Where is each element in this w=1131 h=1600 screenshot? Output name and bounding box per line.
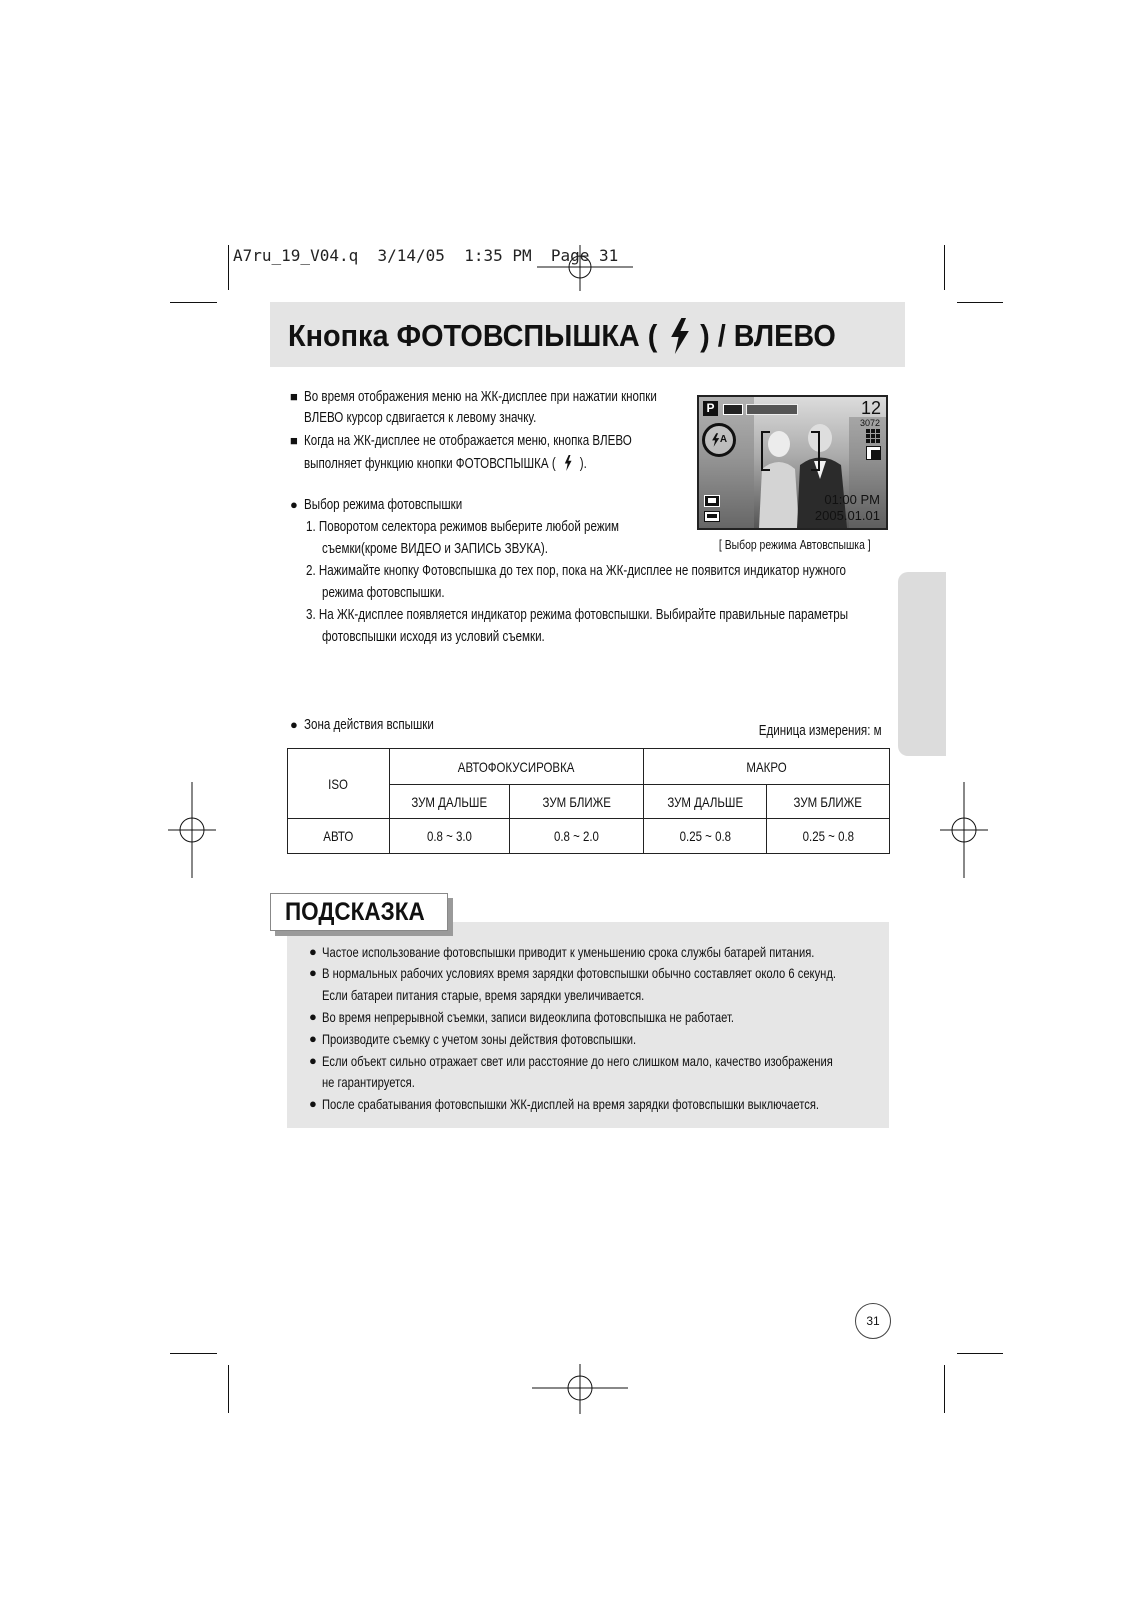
step-text: Нажимайте кнопку Фотовспышка до тех пор, пока на ЖК-дисплее не появится индикатор нужного — [318, 563, 847, 579]
square-bullet-icon: ■ — [290, 433, 298, 448]
focus-bracket-left — [761, 431, 770, 471]
autofocus-header: АВТОФОКУСИРОВКА — [458, 758, 575, 775]
step-text: На ЖК-дисплее появляется индикатор режима фотовспышки. Выбирайте правильные параметры — [318, 607, 849, 623]
table-cell — [767, 819, 890, 854]
table-cell — [644, 819, 767, 854]
flash-bolt-icon — [563, 455, 573, 471]
step-text: Поворотом селектора режимов выберите любой режим — [318, 519, 620, 535]
tip-item-3: Во время непрерывной съемки, записи видеоклипа фотовспышка не работает. — [322, 1009, 734, 1025]
flash-bolt-icon — [711, 433, 720, 447]
table-header-cell — [644, 749, 890, 785]
memory-icon — [704, 511, 720, 522]
crop-mark-top-right — [944, 245, 945, 290]
round-bullet-icon: ● — [309, 965, 317, 980]
tip-item-2-line1: В нормальных рабочих условиях время зарядки фотовспышки обычно составляет около 6 секунд. — [322, 965, 837, 981]
round-bullet-icon: ● — [309, 944, 317, 959]
iso-header: ISO — [328, 775, 349, 792]
table-cell — [390, 819, 510, 854]
iso-value: АВТО — [323, 828, 354, 844]
square-bullet-icon: ■ — [290, 389, 298, 404]
flash-bolt-icon — [669, 318, 691, 354]
table-cell — [510, 819, 644, 854]
crop-mark-top-left — [228, 245, 229, 290]
round-bullet-icon: ● — [309, 1009, 317, 1024]
registration-mark-icon — [166, 780, 218, 880]
table-subheader-cell — [390, 785, 510, 819]
round-bullet-icon: ● — [290, 717, 298, 732]
page-number — [855, 1303, 891, 1339]
flash-mode-label: A — [719, 434, 728, 445]
print-header: A7ru_19_V04.q 3/14/05 1:35 PM Page 31 — [233, 246, 619, 265]
title-prefix: Кнопка ФОТОВСПЫШКА ( — [288, 318, 658, 353]
step-3-line1 — [306, 607, 848, 623]
tip-item-6: После срабатывания фотовспышки ЖК-дисплей на время зарядки фотовспышки выключается. — [322, 1096, 819, 1112]
table-header-cell — [390, 749, 644, 785]
step-2-line2: режима фотовспышки. — [322, 585, 445, 601]
round-bullet-icon: ● — [309, 1053, 317, 1068]
intro-item1-line1: Во время отображения меню на ЖК-дисплее при нажатии кнопки — [304, 389, 657, 405]
table-row — [288, 819, 890, 854]
table-header-cell — [288, 749, 390, 819]
focus-bracket-right — [811, 431, 820, 471]
step-1-line1 — [306, 519, 619, 535]
step-1-line2: съемки(кроме ВИДЕО и ЗАПИСЬ ЗВУКА). — [322, 541, 548, 557]
range-value: 0.25 ~ 0.8 — [802, 828, 854, 844]
range-value: 0.25 ~ 0.8 — [679, 828, 731, 844]
flash-range-table — [287, 748, 890, 854]
flash-mode-heading: Выбор режима фотовспышки — [304, 497, 463, 513]
round-bullet-icon: ● — [290, 497, 298, 512]
step-number: 2. — [306, 563, 316, 579]
metering-icon — [866, 446, 881, 460]
range-value: 0.8 ~ 2.0 — [553, 828, 599, 844]
table-cell — [288, 819, 390, 854]
flash-auto-icon — [702, 423, 736, 457]
tip-item-4: Производите съемку с учетом зоны действия фотовспышки. — [322, 1031, 637, 1047]
step-3-line2: фотовспышки исходя из условий съемки. — [322, 629, 545, 645]
lcd-time: 01:00 PM — [824, 492, 880, 507]
round-bullet-icon: ● — [309, 1096, 317, 1111]
step-number: 3. — [306, 607, 316, 623]
subheader-text: ЗУМ ДАЛЬШЕ — [411, 793, 488, 810]
program-mode-icon: P — [703, 401, 718, 416]
flash-range-heading: Зона действия вспышки — [304, 717, 434, 733]
chapter-side-tab — [898, 572, 946, 756]
battery-icon — [723, 404, 743, 415]
lcd-preview — [697, 395, 888, 530]
tips-title-box — [270, 893, 448, 931]
crop-mark-top-right-h — [957, 302, 1003, 303]
subheader-text: ЗУМ ДАЛЬШЕ — [667, 793, 743, 810]
intro-item1-line2: ВЛЕВО курсор сдвигается к левому значку. — [304, 410, 537, 426]
subheader-text: ЗУМ БЛИЖЕ — [793, 793, 863, 810]
registration-mark-icon — [530, 1362, 630, 1416]
page-number-text: 31 — [866, 1314, 880, 1328]
range-value: 0.8 ~ 3.0 — [426, 828, 472, 844]
intro-item2-line2 — [304, 455, 587, 472]
zoom-bar-icon — [746, 404, 798, 415]
crop-mark-bottom-right-h — [957, 1353, 1003, 1354]
page-title — [288, 316, 836, 356]
shots-remaining: 12 — [860, 398, 881, 418]
tip-item-2-line2: Если батареи питания старые, время зарядки увеличивается. — [322, 987, 645, 1003]
table-header-row — [288, 749, 890, 785]
intro-item2-line1: Когда на ЖК-дисплее не отображается меню, кнопка ВЛЕВО — [304, 433, 632, 449]
lcd-date: 2005.01.01 — [814, 508, 880, 523]
intro-item2-line2-prefix: выполняет функцию кнопки ФОТОВСПЫШКА ( — [304, 456, 556, 472]
table-subheader-cell — [510, 785, 644, 819]
crop-mark-top-left-h — [170, 302, 217, 303]
table-subheader-cell — [644, 785, 767, 819]
tips-title: ПОДСКАЗКА — [285, 898, 425, 926]
macro-header: МАКРО — [746, 758, 787, 775]
lcd-caption: [ Выбор режима Автовспышка ] — [719, 537, 871, 552]
unit-label: Единица измерения: м — [759, 723, 882, 739]
registration-mark-icon — [938, 780, 990, 880]
tip-item-5-line1: Если объект сильно отражает свет или расстояние до него слишком мало, качество изображения — [322, 1053, 833, 1069]
table-subheader-cell — [767, 785, 890, 819]
step-number: 1. — [306, 519, 316, 535]
round-bullet-icon: ● — [309, 1031, 317, 1046]
subheader-text: ЗУМ БЛИЖЕ — [542, 793, 611, 810]
quality-icon — [866, 429, 881, 443]
crop-mark-bottom-left-h — [170, 1353, 217, 1354]
intro-item2-line2-suffix: ). — [579, 456, 587, 472]
crop-mark-bottom-right — [944, 1365, 945, 1413]
crop-mark-bottom-left — [228, 1365, 229, 1413]
step-2-line1 — [306, 563, 846, 579]
title-suffix: ) / ВЛЕВО — [700, 318, 836, 353]
image-size: 3072 — [859, 418, 880, 428]
tip-item-1: Частое использование фотовспышки приводит к уменьшению срока службы батарей питания. — [322, 944, 815, 960]
frame-icon — [704, 495, 720, 507]
tip-item-5-line2: не гарантируется. — [322, 1074, 415, 1090]
